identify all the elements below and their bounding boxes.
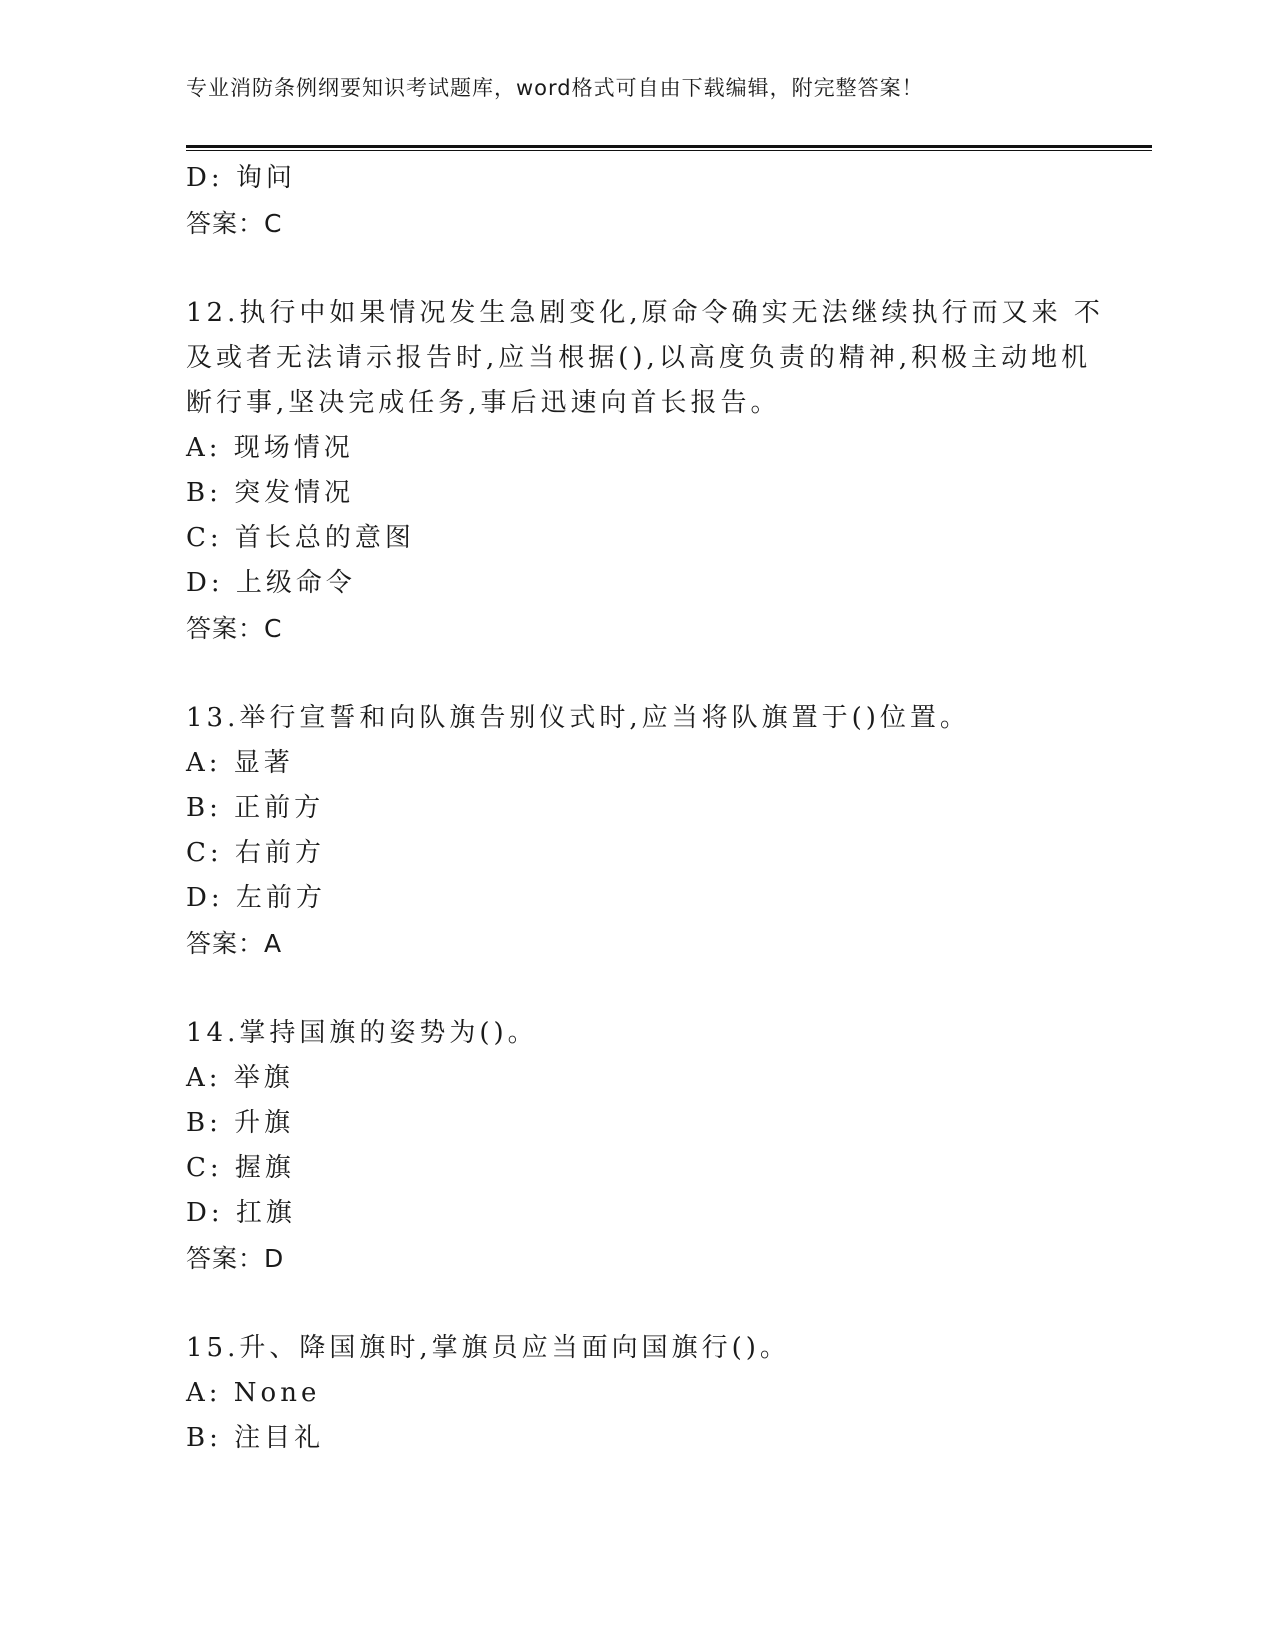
question-12-option-b: B: 突发情况 [186, 478, 355, 508]
question-14-option-d: D: 扛旗 [186, 1198, 296, 1228]
question-14-option-a: A: 举旗 [186, 1063, 294, 1093]
question-12-stem-line-2: 及或者无法请示报告时,应当根据(),以高度负责的精神,积极主动地机 [186, 343, 1092, 373]
document-page [186, 0, 1152, 1650]
question-14-option-c: C: 握旗 [186, 1153, 295, 1183]
question-13-stem: 13.举行宣誓和向队旗告别仪式时,应当将队旗置于()位置。 [186, 703, 970, 733]
question-12-option-c: C: 首长总的意图 [186, 523, 415, 553]
question-14-stem: 14.掌持国旗的姿势为()。 [186, 1018, 538, 1048]
question-12-option-a: A: 现场情况 [186, 433, 354, 463]
question-13-option-c: C: 右前方 [186, 838, 325, 868]
answer: 答案：C [186, 209, 283, 238]
question-12-answer: 答案：C [186, 614, 283, 643]
question-14-option-b: B: 升旗 [186, 1108, 295, 1138]
question-15-option-a: A: None [186, 1378, 321, 1408]
spacer [186, 1281, 1152, 1326]
spacer [186, 966, 1152, 1011]
question-13-option-a: A: 显著 [186, 748, 294, 778]
header-rule-thin [186, 150, 1152, 151]
question-15-option-b: B: 注目礼 [186, 1423, 325, 1453]
question-14-answer: 答案：D [186, 1244, 285, 1273]
spacer [186, 651, 1152, 696]
page-header: 专业消防条例纲要知识考试题库，word格式可自由下载编辑，附完整答案！ [186, 76, 924, 100]
question-12-option-d: D: 上级命令 [186, 568, 356, 598]
question-13-option-d: D: 左前方 [186, 883, 326, 913]
question-13-option-b: B: 正前方 [186, 793, 325, 823]
question-content [186, 156, 1152, 1461]
question-13-answer: 答案：A [186, 929, 283, 958]
question-12-stem-line-3: 断行事,坚决完成任务,事后迅速向首长报告。 [186, 388, 781, 418]
question-12-stem-line-1: 12.执行中如果情况发生急剧变化,原命令确实无法继续执行而又来 不 [186, 298, 1104, 328]
option-d: D: 询问 [186, 163, 296, 193]
question-15-stem: 15.升、降国旗时,掌旗员应当面向国旗行()。 [186, 1333, 790, 1363]
header-rule-thick [186, 145, 1152, 148]
spacer [186, 246, 1152, 291]
